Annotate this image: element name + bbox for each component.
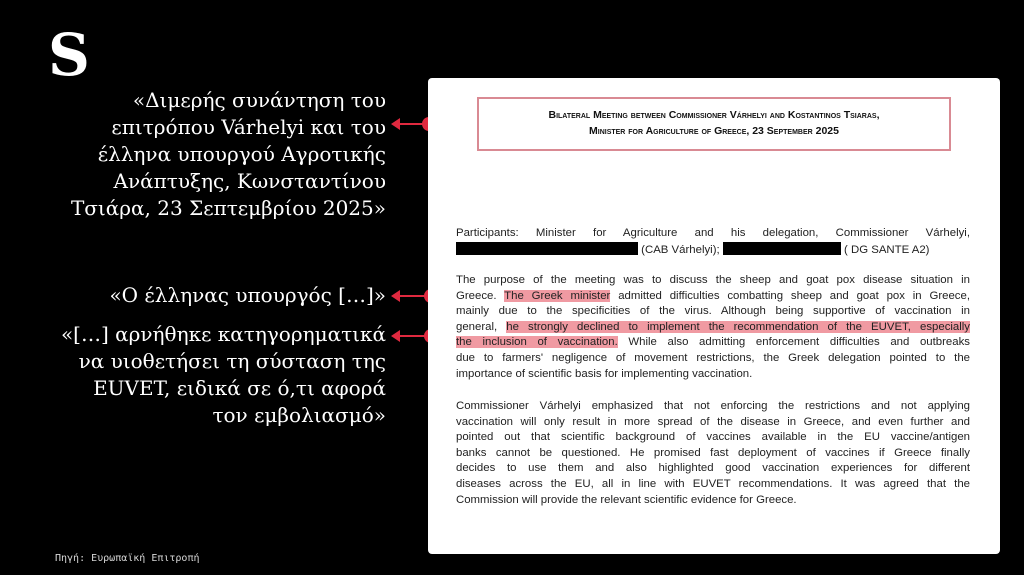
quote-line: Τσιάρα, 23 Σεπτεμβρίου 2025» bbox=[70, 196, 386, 220]
participants-cab: (CAB Várhelyi); bbox=[641, 243, 720, 256]
quote-declined-vaccination bbox=[61, 321, 386, 429]
paragraph-line: importance of scientific basis for implementing vaccination. bbox=[456, 367, 753, 380]
quote-meeting-title bbox=[71, 87, 386, 222]
paragraph-line: pointed out that scientific background of vaccines available in the EU vaccine/antigen bbox=[456, 431, 970, 444]
quote-line: Ανάπτυξης, Κωνσταντίνου bbox=[113, 169, 386, 193]
connector-line bbox=[398, 123, 424, 125]
text-run: While also admitting enforcement difficulties and outbreaks bbox=[628, 336, 970, 349]
connector-line bbox=[398, 335, 426, 337]
paragraph-line: mainly due to the specificities of the virus. Although being supportive of vaccination in bbox=[456, 305, 970, 318]
paragraph-purpose bbox=[456, 273, 970, 382]
paragraph-line: diseases across the EU, all in line with EUVET recommendations. It was agreed that the bbox=[456, 477, 970, 490]
paragraph-line: due to farmers' negligence of movement restrictions, the Greek delegation pointed to the bbox=[456, 351, 970, 364]
paragraph-line bbox=[456, 289, 970, 305]
document-title-line: Bilateral Meeting between Commissioner Várhelyi and Kostantinos Tsiaras, bbox=[548, 109, 880, 121]
paragraph-line: vaccination will only result in more spread of the disease in Greece, and even further and bbox=[456, 415, 970, 428]
paragraph-line: decides to use them and also highlighted good vaccination experiences for different bbox=[456, 462, 970, 475]
participants-dg: ( DG SANTE A2) bbox=[844, 243, 930, 256]
quote-line: EUVET, ειδικά σε ό,τι αφορά bbox=[93, 376, 386, 400]
paragraph-line: Commissioner Várhelyi emphasized that not enforcing the restrictions and not applying bbox=[456, 400, 970, 412]
source-credit: Πηγή: Ευρωπαϊκή Επιτροπή bbox=[55, 553, 200, 564]
quote-line: «[…] αρνήθηκε κατηγορηματικά bbox=[60, 322, 386, 346]
participants-line: Participants: Minister for Agriculture and his delegation, Commissioner Várhelyi, bbox=[456, 227, 970, 239]
paragraph-line: The purpose of the meeting was to discuss the sheep and goat pox disease situation in bbox=[456, 274, 970, 286]
participants-line-redacted bbox=[456, 242, 970, 258]
paragraph-line: Commission will provide the relevant scientific evidence for Greece. bbox=[456, 493, 797, 506]
document-title-line: Minister for Agriculture of Greece, 23 September 2025 bbox=[589, 125, 839, 137]
participants-block bbox=[456, 226, 970, 257]
quote-line: «Ο έλληνας υπουργός […]» bbox=[109, 283, 386, 307]
connector-line bbox=[398, 295, 426, 297]
quote-line: να υιοθετήσει τη σύσταση της bbox=[78, 349, 386, 373]
text-run: general, bbox=[456, 320, 498, 333]
highlight-greek-minister: The Greek minister bbox=[504, 289, 611, 302]
paragraph-line: banks cannot be questioned. He promised fast deployment of vaccines if Greece finally bbox=[456, 446, 970, 459]
paragraph-line bbox=[456, 320, 970, 336]
redaction-bar bbox=[723, 242, 841, 255]
redaction-bar bbox=[456, 242, 638, 255]
quote-line: τον εμβολιασμό» bbox=[212, 403, 386, 427]
text-run: Greece. bbox=[456, 289, 497, 302]
highlight-declined-euvet: he strongly declined to implement the recommendation of the EUVET, especially bbox=[506, 320, 971, 333]
paragraph-line bbox=[456, 335, 970, 351]
quote-line: «Διμερής συνάντηση του bbox=[132, 88, 386, 112]
quote-line: επιτρόπου Várhelyi και του bbox=[111, 115, 386, 139]
document-excerpt bbox=[428, 78, 1000, 554]
paragraph-commissioner bbox=[456, 399, 970, 508]
text-run: admitted difficulties combatting sheep and goat pox in Greece, bbox=[618, 289, 970, 302]
highlight-inclusion-vaccination: the inclusion of vaccination. bbox=[456, 336, 618, 349]
quote-greek-minister bbox=[109, 282, 386, 309]
document-title bbox=[477, 97, 951, 151]
brand-logo: S bbox=[48, 21, 90, 89]
quote-line: έλληνα υπουργού Αγροτικής bbox=[97, 142, 386, 166]
